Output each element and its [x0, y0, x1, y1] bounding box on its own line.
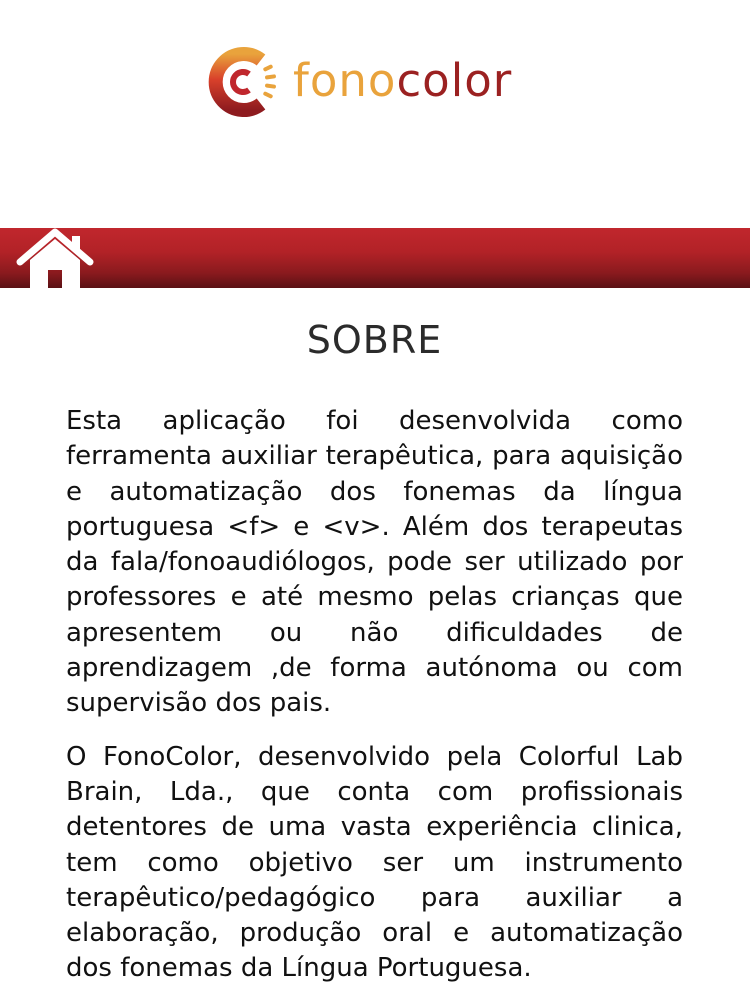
home-button[interactable]: [16, 228, 94, 288]
logo-wordmark: [293, 53, 513, 107]
page-title: SOBRE: [306, 318, 443, 362]
about-paragraph-2: O FonoColor, desenvolvido pela Colorful Lab Brain, Lda., que conta com profissionais detentores de uma vasta experiência clinica, tem como objetivo ser um instrumento terapêutico/pedagógico para auxiliar a elaboração, produção oral e automatização dos fonemas da Língua Portuguesa.: [66, 741, 683, 984]
nav-bar: [0, 228, 750, 288]
logo-header: [0, 0, 750, 228]
about-content: [66, 288, 683, 987]
logo-word-fono: fono: [293, 53, 397, 107]
home-icon: [16, 228, 94, 288]
logo-word-color: color: [396, 53, 513, 107]
fonocolor-logo-icon: [203, 44, 279, 120]
app-logo: [203, 44, 512, 120]
about-paragraph-1: Esta aplicação foi desenvolvida como ferramenta auxiliar terapêutica, para aquisição e automatização dos fonemas da língua portuguesa <f> e <v>. Além dos terapeutas da fala/fonoaudiólogos, pode ser utilizado por professores e até mesmo pelas crianças que apresentem ou não dificuldades de aprendizagem ,de forma autónoma ou com supervisão dos pais.: [66, 406, 683, 719]
